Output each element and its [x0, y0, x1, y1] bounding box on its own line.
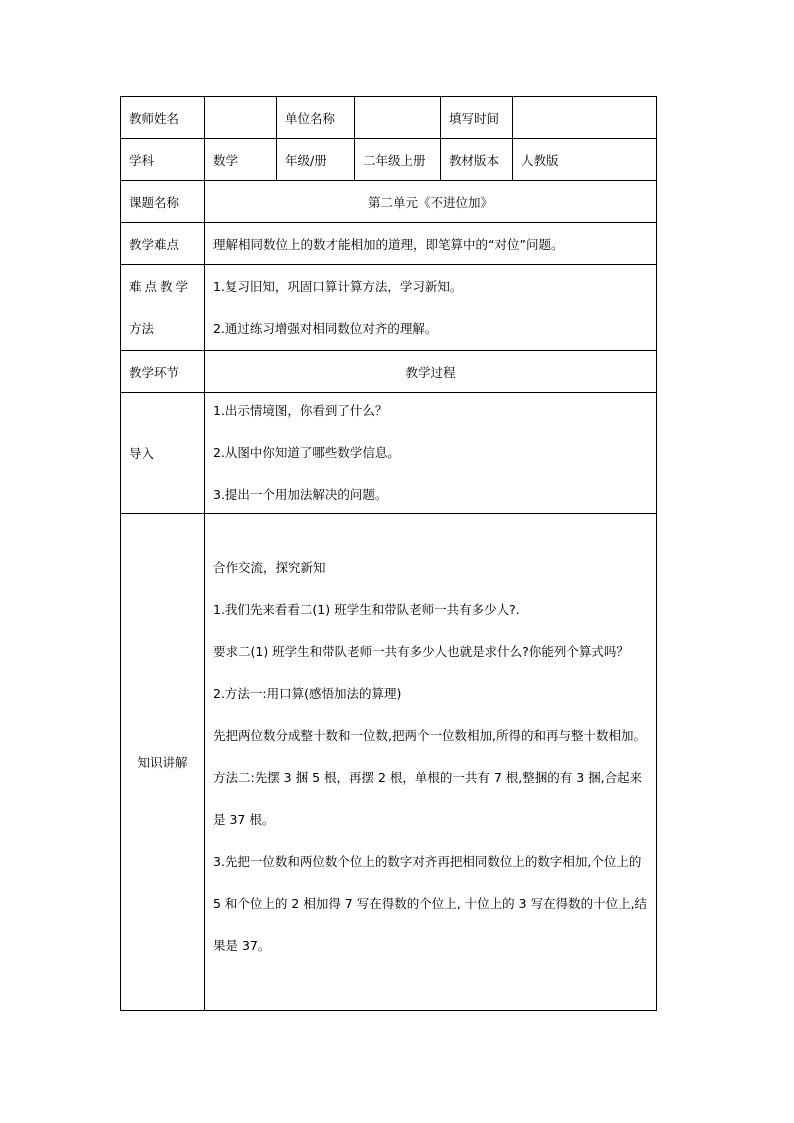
method-label-line2: 方法: [129, 320, 155, 336]
edition-label: 教材版本: [441, 139, 513, 181]
grade-label: 年级/册: [277, 139, 355, 181]
knowledge-paragraph: 合作交流，探究新知: [213, 559, 326, 575]
unit-name-label: 单位名称: [277, 97, 355, 139]
lesson-plan-table: [120, 96, 657, 1011]
difficulty-value: 理解相同数位上的数才能相加的道理，即笔算中的“对位”问题。: [205, 223, 657, 265]
knowledge-paragraph: 要求二(1) 班学生和带队老师一共有多少人也就是求什么?你能列个算式吗？: [213, 643, 629, 659]
knowledge-paragraph: 方法二:先摆 3 捆 5 根，再摆 2 根，单根的一共有 7 根,整捆的有 3 捆,合起来是 37 根。: [213, 769, 643, 827]
intro-item: 1.出示情境图，你看到了什么？: [213, 403, 388, 418]
teacher-name-label: 教师姓名: [121, 97, 205, 139]
knowledge-content: [205, 514, 657, 1011]
knowledge-paragraph: 3.先把一位数和两位数个位上的数字对齐再把相同数位上的数字相加,个位上的 5 和个位上的 2 相加得 7 写在得数的个位上, 十位上的 3 写在得数的十位上,结果是 37。: [213, 853, 648, 953]
table-row-knowledge: [121, 514, 657, 1011]
method-label-line1: 难点教学: [129, 278, 192, 294]
lesson-title-value: 第二单元《不进位加》: [205, 181, 657, 223]
knowledge-paragraph: 先把两位数分成整十数和一位数,把两个一位数相加,所得的和再与整十数相加。: [213, 727, 646, 743]
fill-date-value: [513, 97, 657, 139]
method-item: 2.通过练习增强对相同数位对齐的理解。: [213, 320, 438, 336]
subject-value: 数学: [205, 139, 277, 181]
table-row-method: [121, 265, 657, 351]
table-row-intro: [121, 393, 657, 514]
stage-label: 教学环节: [121, 351, 205, 393]
intro-label: 导入: [121, 393, 205, 514]
table-row-difficulty: [121, 223, 657, 265]
difficulty-label: 教学难点: [121, 223, 205, 265]
subject-label: 学科: [121, 139, 205, 181]
method-value: [205, 265, 657, 351]
knowledge-label: 知识讲解: [121, 514, 205, 1011]
knowledge-paragraph: 2.方法一:用口算(感悟加法的算理): [213, 685, 402, 701]
intro-content: [205, 393, 657, 514]
method-item: 1.复习旧知，巩固口算计算方法，学习新知。: [213, 278, 463, 294]
teacher-name-value: [205, 97, 277, 139]
table-row-subject: [121, 139, 657, 181]
fill-date-label: 填写时间: [441, 97, 513, 139]
lesson-title-label: 课题名称: [121, 181, 205, 223]
knowledge-paragraph: 1.我们先来看看二(1) 班学生和带队老师一共有多少人?.: [213, 601, 520, 617]
table-row-teacher: [121, 97, 657, 139]
process-label: 教学过程: [205, 351, 657, 393]
unit-name-value: [355, 97, 441, 139]
intro-item: 2.从图中你知道了哪些数学信息。: [213, 445, 400, 460]
grade-value: 二年级上册: [355, 139, 441, 181]
table-row-stage-header: [121, 351, 657, 393]
edition-value: 人教版: [513, 139, 657, 181]
table-row-title: [121, 181, 657, 223]
method-label: [121, 265, 205, 351]
intro-item: 3.提出一个用加法解决的问题。: [213, 487, 388, 502]
